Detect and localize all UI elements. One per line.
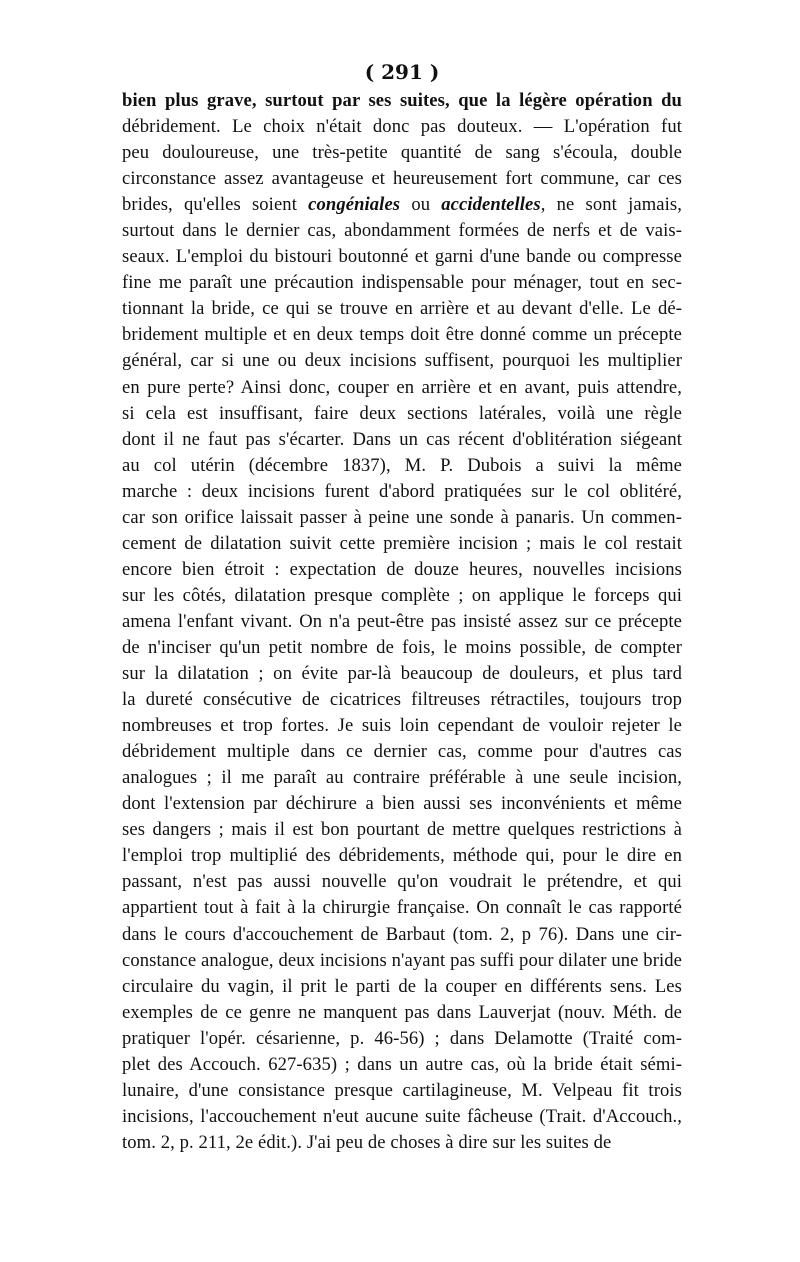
text-line: encore bien étroit : expectation de douze heures, nouvelles incisions xyxy=(122,558,682,580)
text-line: incisions, l'accouchement n'eut aucune suite fâcheuse (Trait. d'Accouch., xyxy=(122,1105,682,1127)
text-line: marche : deux incisions furent d'abord pratiquées sur le col oblitéré, xyxy=(122,480,682,502)
text-line: la dureté consécutive de cicatrices filtreuses rétractiles, toujours trop xyxy=(122,689,682,711)
text-line: circonstance assez avantageuse et heureusement fort commune, car ces xyxy=(122,168,682,190)
text-line: appartient tout à fait à la chirurgie française. On connaît le cas rapporté xyxy=(122,897,682,919)
text-line: dont l'extension par déchirure a bien aussi ses inconvénients et même xyxy=(122,793,682,815)
text-line: pratiquer l'opér. césarienne, p. 46-56) ; dans Delamotte (Traité com- xyxy=(122,1027,682,1049)
text-line: général, car si une ou deux incisions suffisent, pourquoi les multiplier xyxy=(122,350,682,372)
text-line: amena l'enfant vivant. On n'a peut-être pas insisté assez sur ce précepte xyxy=(122,610,682,632)
text-line: fine me paraît une précaution indispensable pour ménager, tout en sec- xyxy=(122,272,682,294)
text-line: au col utérin (décembre 1837), M. P. Dubois a suivi la même xyxy=(122,454,682,476)
text-line: nombreuses et trop fortes. Je suis loin cependant de vouloir rejeter le xyxy=(122,715,682,737)
text-line: l'emploi trop multiplié des débridements, méthode qui, pour le dire en xyxy=(122,845,682,867)
text-line: plet des Accouch. 627-635) ; dans un autre cas, où la bride était sémi- xyxy=(122,1053,682,1075)
text-line: brides, qu'elles soient congéniales ou accidentelles, ne sont jamais, xyxy=(122,194,682,216)
text-line: débridement. Le choix n'était donc pas douteux. — L'opération fut xyxy=(122,116,682,138)
text-line: en pure perte? Ainsi donc, couper en arrière et en avant, puis attendre, xyxy=(122,376,682,398)
text-line: peu douloureuse, une très-petite quantité de sang s'écoula, double xyxy=(122,142,682,164)
text-line: passant, n'est pas aussi nouvelle qu'on voudrait le prétendre, et qui xyxy=(122,871,682,893)
body-text xyxy=(122,88,682,1156)
text-line: ses dangers ; mais il est bon pourtant de mettre quelques restrictions à xyxy=(122,819,682,841)
text-line: circulaire du vagin, il prit le parti de la couper en différents sens. Les xyxy=(122,975,682,997)
text-line: exemples de ce genre ne manquent pas dans Lauverjat (nouv. Méth. de xyxy=(122,1001,682,1023)
page-number: ( 291 ) xyxy=(364,60,440,84)
text-line: sur les côtés, dilatation presque complète ; on applique le forceps qui xyxy=(122,584,682,606)
document-page xyxy=(122,58,682,1156)
text-line: constance analogue, deux incisions n'ayant pas suffi pour dilater une bride xyxy=(122,949,682,971)
text-line: bridement multiple et en deux temps doit être donné comme un précepte xyxy=(122,324,682,346)
text-line: tionnant la bride, ce qui se trouve en arrière et au devant d'elle. Le dé- xyxy=(122,298,682,320)
text-line: de n'inciser qu'un petit nombre de fois, le moins possible, de compter xyxy=(122,636,682,658)
text-line: surtout dans le dernier cas, abondamment formées de nerfs et de vais- xyxy=(122,220,682,242)
text-line: bien plus grave, surtout par ses suites, que la légère opération du xyxy=(122,90,682,111)
text-line: seaux. L'emploi du bistouri boutonné et garni d'une bande ou compresse xyxy=(122,246,682,268)
text-line: car son orifice laissait passer à peine une sonde à panaris. Un commen- xyxy=(122,506,682,528)
text-line: débridement multiple dans ce dernier cas, comme pour d'autres cas xyxy=(122,741,682,763)
text-line: lunaire, d'une consistance presque cartilagineuse, M. Velpeau fit trois xyxy=(122,1079,682,1101)
text-line: cement de dilatation suivit cette première incision ; mais le col restait xyxy=(122,532,682,554)
text-line: dont il ne faut pas s'écarter. Dans un cas récent d'oblitération siégeant xyxy=(122,428,682,450)
text-line: dans le cours d'accouchement de Barbaut (tom. 2, p 76). Dans une cir- xyxy=(122,923,682,945)
text-line: sur la dilatation ; on évite par-là beaucoup de douleurs, et plus tard xyxy=(122,663,682,685)
text-line: tom. 2, p. 211, 2e édit.). J'ai peu de choses à dire sur les suites de xyxy=(122,1131,612,1153)
text-line: si cela est insuffisant, faire deux sections latérales, voilà une règle xyxy=(122,402,682,424)
text-line: analogues ; il me paraît au contraire préférable à une seule incision, xyxy=(122,767,682,789)
